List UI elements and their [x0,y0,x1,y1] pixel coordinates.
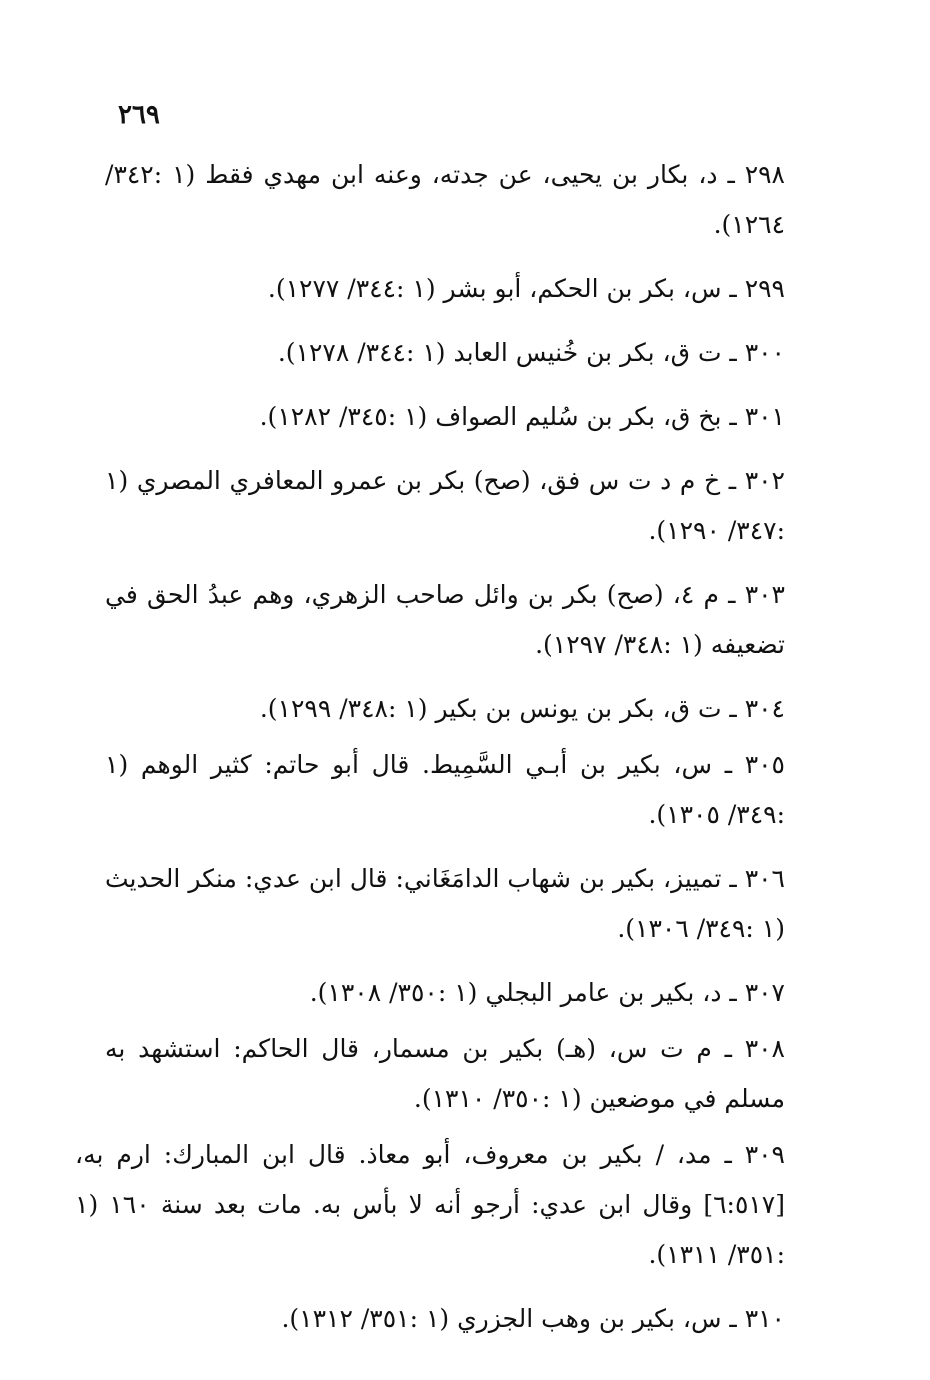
entry-304: ٣٠٤ ـ ت ق، بكر بن يونس بن بكير (١ :٣٤٨/ ١٢٩٩). [259,694,785,723]
entry-301: ٣٠١ ـ بخ ق، بكر بن سُليم الصواف (١ :٣٤٥/ ١٢٨٢). [259,402,785,431]
entry-302: ٣٠٢ ـ خ م د ت س فق، (صح) بكر بن عمرو المعافري المصري (١ :٣٤٧/ ١٢٩٠). [105,466,785,545]
page-number: ٢٦٩ [118,100,160,130]
entry-303: ٣٠٣ ـ م ٤، (صح) بكر بن وائل صاحب الزهري، وهم عبدُ الحق في تضعيفه (١ :٣٤٨/ ١٢٩٧). [105,580,785,659]
entry-310: ٣١٠ ـ س، بكير بن وهب الجزري (١ :٣٥١/ ١٣١٢). [281,1304,785,1333]
entry-300: ٣٠٠ ـ ت ق، بكر بن خُنيس العابد (١ :٣٤٤/ ١٢٧٨). [277,338,785,367]
entries-list [75,150,785,1358]
entry-299: ٢٩٩ ـ س، بكر بن الحكم، أبو بشر (١ :٣٤٤/ ١٢٧٧). [267,274,785,303]
entry-305: ٣٠٥ ـ س، بكير بن أبـي السَّمِيط. قال أبو حاتم: كثير الوهم (١ :٣٤٩/ ١٣٠٥). [105,750,785,829]
entry-298: ٢٩٨ ـ د، بكار بن يحيى، عن جدته، وعنه ابن مهدي فقط (١ :٣٤٢/ ١٢٦٤). [105,160,785,239]
entry-306: ٣٠٦ ـ تمييز، بكير بن شهاب الدامَغَاني: قال ابن عدي: منكر الحديث (١ :٣٤٩/ ١٣٠٦). [105,864,785,943]
entry-308: ٣٠٨ ـ م ت س، (هـ) بكير بن مسمار، قال الحاكم: استشهد به مسلم في موضعين (١ :٣٥٠/ ١٣١٠). [105,1034,785,1113]
entry-307: ٣٠٧ ـ د، بكير بن عامر البجلي (١ :٣٥٠/ ١٣٠٨). [309,978,785,1007]
entry-309: ٣٠٩ ـ مد، / بكير بن معروف، أبو معاذ. قال ابن المبارك: ارم به، [٦:٥١٧] وقال ابن عدي: أرجو أنه لا بأس به. مات بعد سنة ١٦٠ (١ :٣٥١/ ١٣١١). [75,1140,785,1269]
